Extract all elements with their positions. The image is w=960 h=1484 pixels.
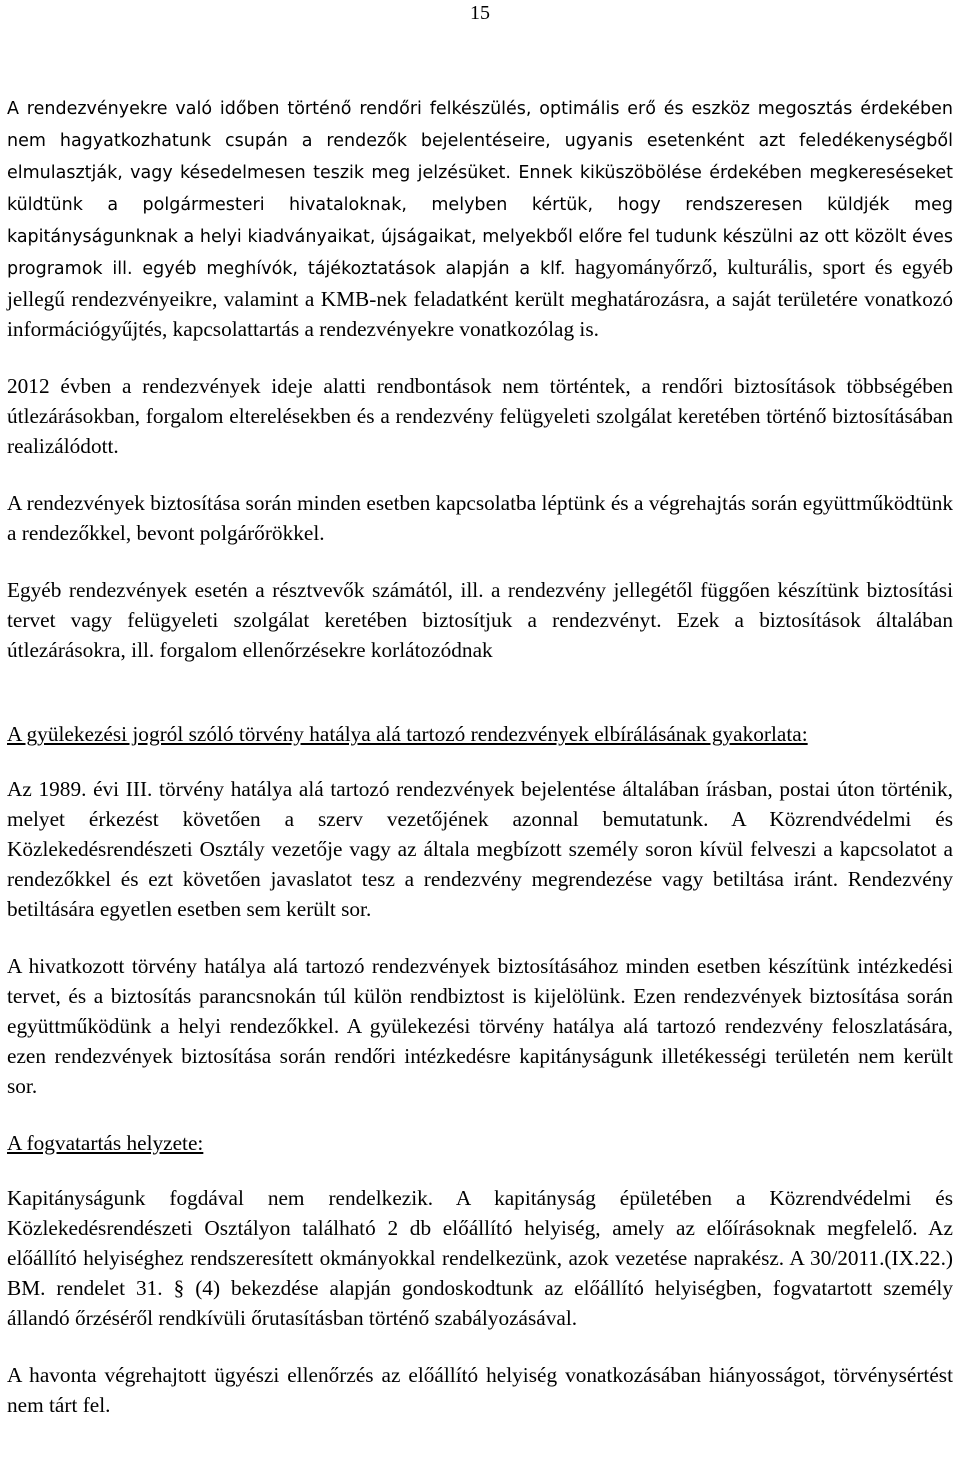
paragraph-detention-facility: Kapitányságunk fogdával nem rendelkezik. A kapitányság épületében a Közrendvédelmi és Közlekedésrendészeti Osztályon található 2 db előállító helyiség, amely az előírásoknak megfelelő. Az előállító helyiséghez rendszeresített okmányokkal rendelkezünk, azok vezetése naprakész. A 30/2011.(IX.22.) BM. rendelet 31. § (4) bekezdése alapján gondoskodtunk az előállító helyiségben, fogvatartott személy állandó őrzéséről rendkívüli őrutasításban történő szabályozásával. [7, 1186, 953, 1330]
paragraph-notification: Az 1989. évi III. törvény hatálya alá tartozó rendezvények bejelentése általában írásban, postai úton történik, melyet érkezést követően a szerv vezetőjének azonnal bemutatunk. A Közrendvédelmi és Közlekedésrendészeti Osztály vezetője vagy az általa megbízott személy soron kívül felveszi a kapcsolatot a rendezőkkel és ezt követően javaslatot tesz a rendezvény megrendezése vagy betiltása iránt. Rendezvény betiltására egyetlen esetben sem került sor. [7, 777, 953, 921]
paragraph-security-plan: A hivatkozott törvény hatálya alá tartozó rendezvények biztosításához minden esetben készítünk intézkedési tervet, és a biztosítás parancsnokán túl külön rendbiztost is kijelölünk. Ezen rendezvények biztosítása során együttműködünk a helyi rendezőkkel. A gyülekezési törvény hatálya alá tartozó rendezvény feloszlatására, ezen rendezvények biztosítása során rendőri intézkedésre kapitányságunk illetékességi területén nem került sor. [7, 954, 953, 1098]
document-body [7, 92, 953, 1420]
paragraph-2012-events: 2012 évben a rendezvények ideje alatti rendbontások nem történtek, a rendőri biztosítások többségében útlezárásokban, forgalom elterelésekben és a rendezvény felügyeleti szolgálat keretében történő biztosításában realizálódott. [7, 374, 953, 458]
page-number: 15 [470, 2, 490, 24]
paragraph-serif-text: hagyományőrző, kulturális, sport és egyéb jellegű rendezvényeikre, valamint a KMB-nek feladatként került meghatározásra, a saját területére vonatkozó információgyűjtés, kapcsolattartás a rendezvényekre vonatkozólag is. [7, 255, 953, 341]
paragraph-cooperation: A rendezvények biztosítása során minden esetben kapcsolatba léptünk és a végrehajtás során együttműködtünk a rendezőkkel, bevont polgárőrökkel. [7, 491, 953, 545]
section-heading-assembly-law: A gyülekezési jogról szóló törvény hatálya alá tartozó rendezvények elbírálásának gyakorlata: [7, 722, 808, 746]
paragraph-other-events: Egyéb rendezvények esetén a résztvevők számától, ill. a rendezvény jellegétől függően készítünk biztosítási tervet vagy felügyeleti szolgálat keretében biztosítjuk a rendezvényt. Ezek a biztosítások általában útlezárásokra, ill. forgalom ellenőrzésekre korlátozódnak [7, 578, 953, 662]
paragraph-sans-text: A rendezvényekre való időben történő rendőri felkészülés, optimális erő és eszköz megosztás érdekében nem hagyatkozhatunk csupán a rendezők bejelentéseire, ugyanis esetenként azt feledékenységből elmulasztják, vagy késedelmesen teszik meg jelzésüket. Ennek kiküszöbölése érdekében megkereséseket küldtünk a polgármesteri hivataloknak, melyben kértük, hogy rendszeresen küldjék meg kapitányságunknak a helyi kiadványaikat, újságaikat, melyekből előre fel tudunk készülni az ott közölt éves programok ill. egyéb meghívók, tájékoztatások alapján a klf. [7, 99, 953, 279]
paragraph-event-preparation [7, 92, 953, 344]
section-heading-detention: A fogvatartás helyzete: [7, 1131, 204, 1155]
paragraph-prosecutor-inspection: A havonta végrehajtott ügyészi ellenőrzés az előállító helyiség vonatkozásában hiányosságot, törvénysértést nem tárt fel. [7, 1363, 953, 1417]
